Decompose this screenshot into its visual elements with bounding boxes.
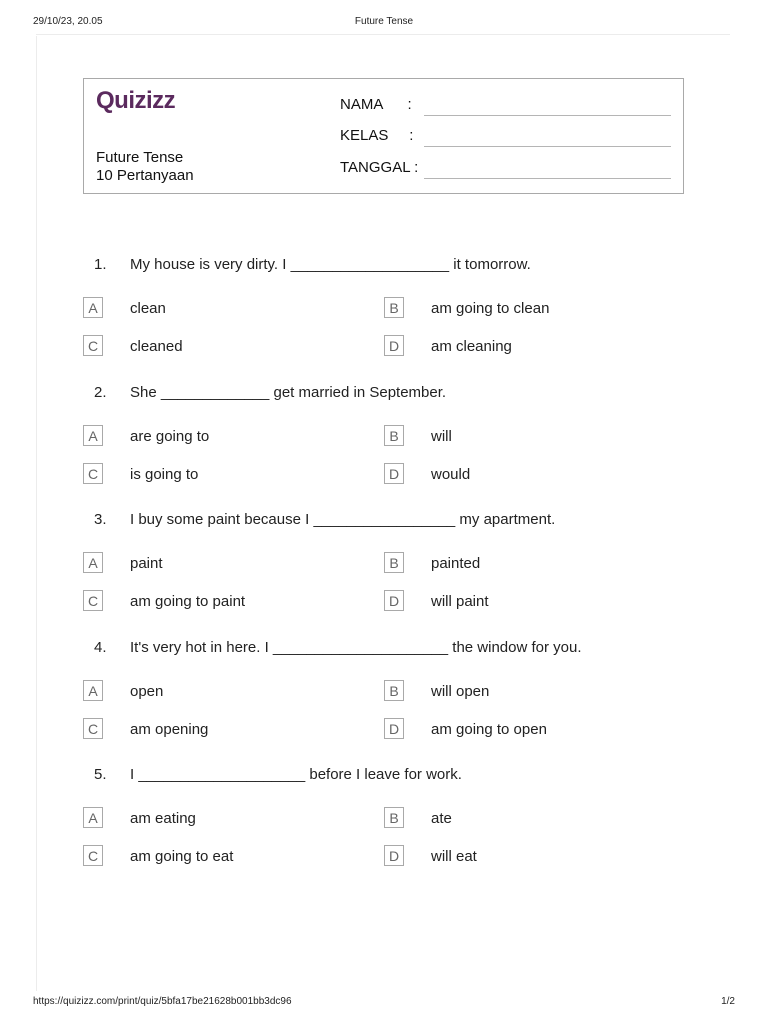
option-letter-d[interactable]: D [384,590,404,611]
option-text-b[interactable]: am going to clean [431,300,550,317]
question-number: 2. [94,384,107,401]
date-field-label: TANGGAL : [340,159,419,176]
question-text: I ____________________ before I leave for work. [130,766,462,783]
question-count: 10 Pertanyaan [96,167,194,184]
date-field-line[interactable] [424,178,671,179]
option-text-a[interactable]: open [130,683,164,700]
option-letter-a[interactable]: A [83,297,103,318]
option-letter-b[interactable]: B [384,297,404,318]
print-header [0,16,768,30]
page-edge-left [36,36,37,991]
option-letter-b[interactable]: B [384,680,404,701]
option-text-d[interactable]: am going to open [431,721,547,738]
option-text-b[interactable]: ate [431,810,452,827]
option-text-c[interactable]: am going to eat [130,848,234,865]
option-letter-a[interactable]: A [83,425,103,446]
question-number: 5. [94,766,107,783]
option-letter-a[interactable]: A [83,552,103,573]
name-field-label: NAMA : [340,96,412,113]
option-letter-d[interactable]: D [384,335,404,356]
question-text: It's very hot in here. I _____________________ the window for you. [130,639,582,656]
option-letter-a[interactable]: A [83,807,103,828]
class-field-line[interactable] [424,146,671,147]
option-text-b[interactable]: will [431,428,452,445]
option-text-a[interactable]: are going to [130,428,210,445]
option-text-c[interactable]: am going to paint [130,593,246,610]
question-number: 1. [94,256,107,273]
option-text-c[interactable]: cleaned [130,338,183,355]
option-letter-c[interactable]: C [83,845,103,866]
question-number: 3. [94,511,107,528]
option-letter-b[interactable]: B [384,425,404,446]
option-text-a[interactable]: paint [130,555,163,572]
option-text-d[interactable]: will eat [431,848,477,865]
name-field-line[interactable] [424,115,671,116]
option-text-c[interactable]: is going to [130,466,199,483]
question-number: 4. [94,639,107,656]
option-letter-c[interactable]: C [83,463,103,484]
option-text-c[interactable]: am opening [130,721,209,738]
quizizz-logo: Quizizz [96,87,176,114]
option-text-a[interactable]: am eating [130,810,196,827]
option-letter-d[interactable]: D [384,845,404,866]
option-text-d[interactable]: am cleaning [431,338,512,355]
question-text: I buy some paint because I _________________ my apartment. [130,511,556,528]
print-url: https://quizizz.com/print/quiz/5bfa17be21628b001bb3dc96 [33,996,292,1007]
class-field-label: KELAS : [340,127,414,144]
print-date: 29/10/23, 20.05 [33,16,103,27]
option-letter-b[interactable]: B [384,552,404,573]
option-text-b[interactable]: painted [431,555,481,572]
option-text-b[interactable]: will open [431,683,490,700]
option-letter-b[interactable]: B [384,807,404,828]
option-text-d[interactable]: would [431,466,471,483]
print-title: Future Tense [354,16,414,27]
option-letter-d[interactable]: D [384,718,404,739]
option-letter-d[interactable]: D [384,463,404,484]
page-edge-top [36,34,730,35]
quiz-title: Future Tense [96,149,184,166]
option-letter-a[interactable]: A [83,680,103,701]
option-letter-c[interactable]: C [83,335,103,356]
quiz-header-box [83,78,684,194]
question-text: She _____________ get married in September. [130,384,447,401]
option-text-d[interactable]: will paint [431,593,489,610]
option-letter-c[interactable]: C [83,718,103,739]
option-letter-c[interactable]: C [83,590,103,611]
question-text: My house is very dirty. I ___________________ it tomorrow. [130,256,531,273]
option-text-a[interactable]: clean [130,300,166,317]
page-number: 1/2 [721,996,735,1007]
